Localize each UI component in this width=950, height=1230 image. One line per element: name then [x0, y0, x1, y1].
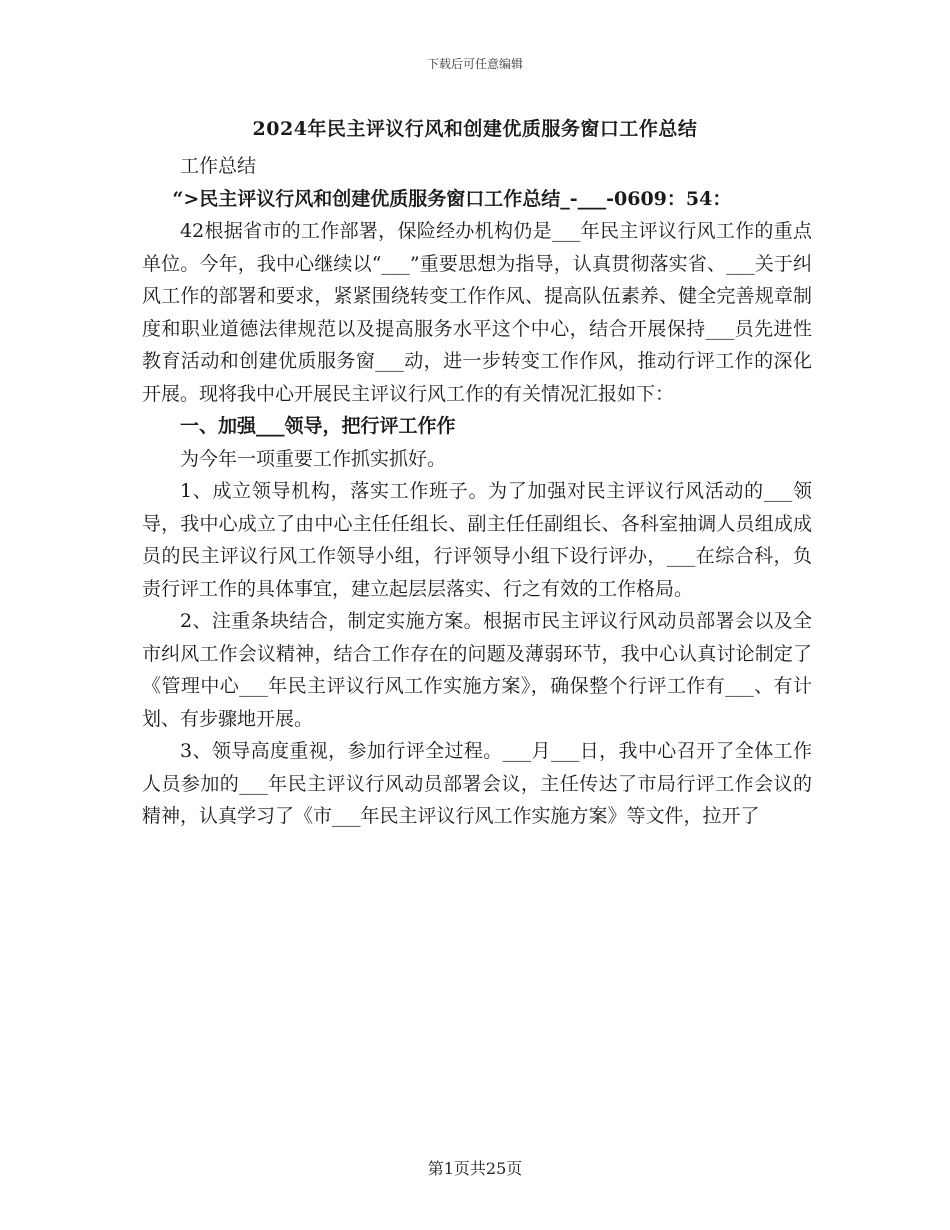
paragraph-subtitle: “>民主评议行风和创建优质服务窗口工作总结_-___-0609：54： — [172, 187, 732, 210]
paragraph-intro: 42根据省市的工作部署，保险经办机构仍是___年民主评议行风工作的重点单位。今年，我中心继续以“___”重要思想为指导，认真贯彻落实省、___关于纠风工作的部署和要求，紧紧围绕转变工作作风、提高队伍素养、健全完善规章制度和职业道德法律规范以及提高服务水平这个中心，结合开展保持___员先进性教育活动和创建优质服务窗___动，进一步转变工作作风，推动行评工作的深化开展。现将我中心开展民主评议行风工作的有关情况汇报如下： — [142, 220, 812, 405]
document-body — [142, 150, 812, 833]
header-note: 下载后可任意编辑 — [426, 57, 523, 71]
paragraph-doc-type: 工作总结 — [180, 155, 257, 177]
page-footer: 第1页共25页 — [427, 1159, 523, 1178]
paragraph-section-1-cont: 为今年一项重要工作抓实抓好。 — [180, 447, 447, 470]
paragraph-item-1: 1、成立领导机构，落实工作班子。为了加强对民主评议行风活动的___领导，我中心成立了由中心主任任组长、副主任任副组长、各科室抽调人员组成成员的民主评议行风工作领导小组，行评领导小组下设行评办，___在综合科，负责行评工作的具体事宜，建立起层层落实、行之有效的工作格局。 — [142, 480, 812, 600]
paragraph-item-2: 2、注重条块结合，制定实施方案。根据市民主评议行风动员部署会以及全市纠风工作会议精神，结合工作存在的问题及薄弱环节，我中心认真讨论制定了《管理中心___年民主评议行风工作实施方案》，确保整个行评工作有___、有计划、有步骤地开展。 — [142, 610, 812, 730]
section-heading-1: 一、加强___领导，把行评工作作 — [180, 415, 456, 437]
document-title: 2024年民主评议行风和创建优质服务窗口工作总结 — [252, 118, 698, 140]
paragraph-item-3: 3、领导高度重视，参加行评全过程。___月___日，我中心召开了全体工作人员参加的___年民主评议行风动员部署会议，主任传达了市局行评工作会议的精神，认真学习了《市___年民主评议行风工作实施方案》等文件，拉开了 — [142, 740, 812, 827]
